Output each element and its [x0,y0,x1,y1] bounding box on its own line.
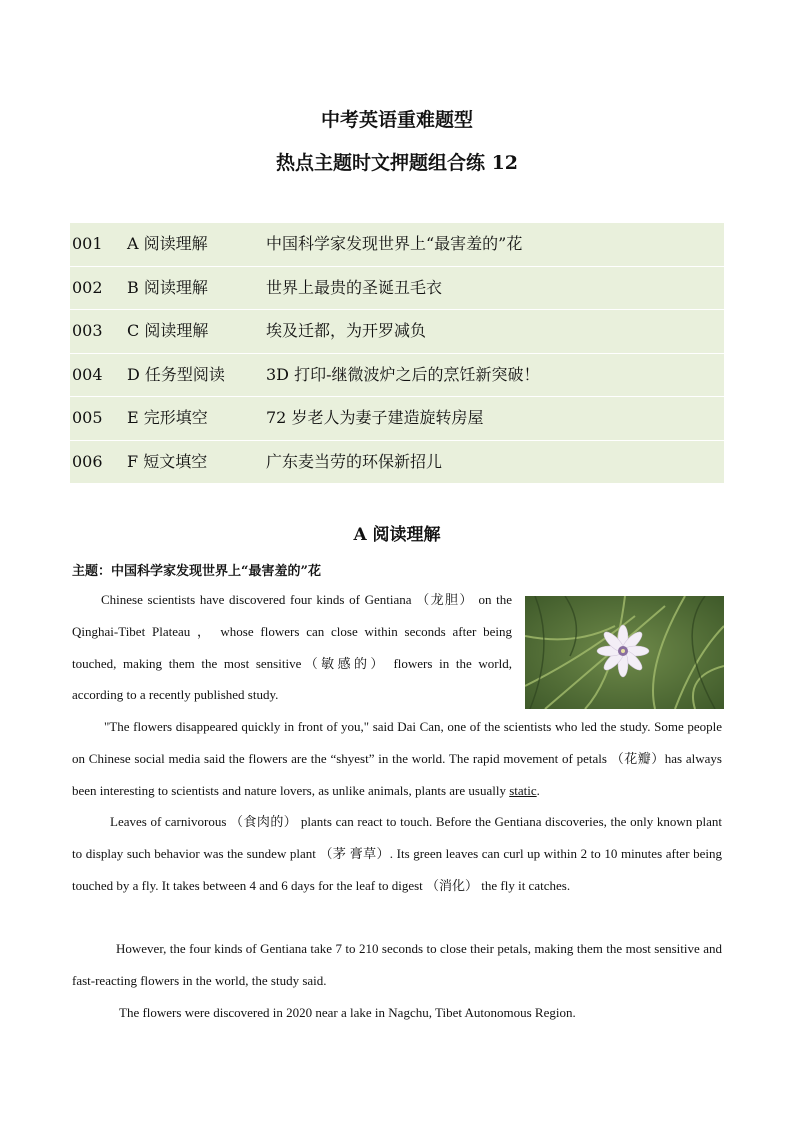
item-topic: 世界上最贵的圣诞丑毛衣 [266,277,443,297]
section-theme: 主题：中国科学家发现世界上“最害羞的”花 [72,564,321,579]
contents-row [70,310,724,354]
document-title: 中考英语重难题型 [320,109,473,131]
item-topic: 中国科学家发现世界上“最害羞的”花 [266,234,523,253]
item-number: 003 [72,321,103,340]
item-number: 001 [72,234,103,253]
contents-row [70,267,724,311]
contents-row [70,397,724,441]
paragraph-2 [72,711,722,806]
flower-photo [525,596,724,709]
contents-row [70,354,724,398]
item-number: 004 [72,364,103,384]
document-subtitle: 热点主题时文押题组合练 12 [275,152,519,174]
paragraph-1: Chinese scientists have discovered four kinds of Gentiana （龙胆） on the Qinghai-Tibet Plateau ， whose flowers can close within seconds after being touched, making them the most sensitive（敏感的） flowers in the world, according to a recently published study. [72,592,512,703]
contents-row [70,441,724,485]
paragraph-3: Leaves of carnivorous （食肉的） plants can react to touch. Before the Gentiana discoveries, the only known plant to display such behavior was the sundew plant （茅 膏草）. Its green leaves can curl up within 2 to 10 minutes after being touched by a fly. It takes between 4 and 6 days for the leaf to digest （消化） the fly it catches. [72,814,722,893]
item-type: A 阅读理解 [127,234,208,253]
paragraph-5: The flowers were discovered in 2020 near a lake in Nagchu, Tibet Autonomous Region. [119,1005,576,1020]
item-type: C 阅读理解 [127,321,209,340]
flower-petals [597,625,649,677]
section-heading: A 阅读理解 [353,525,441,545]
item-number: 005 [72,408,103,427]
underlined-word: static [509,782,537,798]
paragraph-2-end: . [536,782,540,798]
item-topic: 埃及迁都，为开罗减负 [266,321,427,340]
item-topic: 3D 打印-继微波炉之后的烹饪新突破！ [266,364,540,384]
item-topic: 广东麦当劳的环保新招儿 [266,451,443,471]
contents-row [70,223,724,267]
item-type: E 完形填空 [127,408,208,427]
item-number: 006 [72,451,103,471]
item-type: D 任务型阅读 [127,364,225,384]
contents-table [70,223,724,484]
item-type: F 短文填空 [127,451,208,471]
paragraph-2-text: "The flowers disappeared quickly in front of you," said Dai Can, one of the scientists who led the study. Some people on Chinese social media said the flowers are the “shyest” in the world. The rapid movement of petals （花瓣）has always been interesting to scientists and nature lovers, as unlike animals, plants are usually [72,719,722,798]
item-type: B 阅读理解 [127,277,208,297]
item-topic: 72 岁老人为妻子建造旋转房屋 [266,408,484,427]
item-number: 002 [72,277,103,297]
paragraph-4: However, the four kinds of Gentiana take 7 to 210 seconds to close their petals, making them the most sensitive and fast-reacting flowers in the world, the study said. [72,941,722,988]
